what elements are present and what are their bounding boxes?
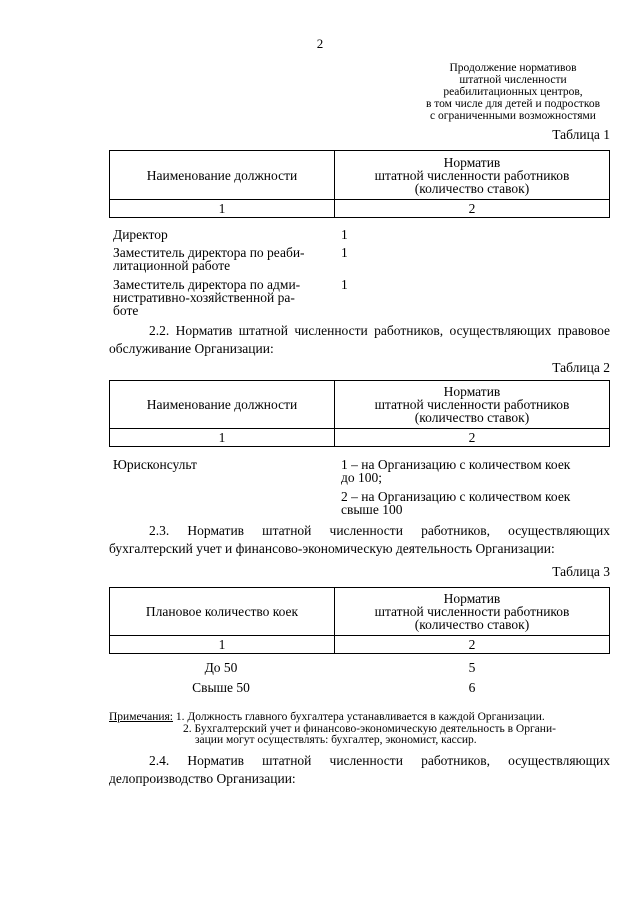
header-line: штатной численности работников: [374, 167, 570, 183]
table2-row-jurisconsult: Юрисконсульт: [113, 457, 197, 472]
header-line: штатной численности работников: [374, 604, 570, 619]
paragraph-2-2: 2.2. Норматив штатной численности работников, осуществляющих правовое обслуживание Организации:: [109, 323, 610, 356]
table3-header: [109, 587, 610, 654]
note-2: 2. Бухгалтерский учет и финансово-экономическую деятельность в Органи-: [183, 722, 556, 735]
note-1: [109, 712, 610, 724]
row-name-line: литационной работе: [113, 258, 231, 273]
table1-row-deputy-admin: [113, 278, 300, 317]
paragraph-2-3: 2.3. Норматив штатной численности работников, осуществляющих бухгалтерский учет и финансово-экономическую деятельность Организации:: [109, 523, 610, 556]
table3-value: 6: [468, 680, 476, 695]
table1-row-deputy-rehab: [113, 246, 305, 272]
header-line: Норматив: [443, 154, 501, 170]
row-name-line: нистративно-хозяйственной ра-: [113, 290, 295, 305]
header-line: (количество ставок): [414, 180, 530, 196]
row-name-line: Заместитель директора по реаби-: [113, 245, 305, 260]
row-name-line: боте: [113, 303, 139, 318]
header-line: штатной численности: [459, 74, 567, 86]
continuation-header: [400, 62, 626, 122]
notes: [109, 712, 610, 747]
row-name-line: Заместитель директора по адми-: [113, 277, 301, 292]
header-line: Норматив: [443, 384, 501, 399]
table3-row-upto50: До 50: [204, 660, 238, 675]
header-line: (количество ставок): [414, 617, 530, 632]
table3-value: 5: [468, 660, 476, 675]
table1-num2: 2: [335, 200, 610, 218]
table2-num1: 1: [110, 429, 335, 447]
table1-col2-header: [335, 151, 610, 200]
notes-label: Примечания:: [109, 711, 173, 723]
table2-num2: 2: [335, 429, 610, 447]
header-line: в том числе для детей и подростков: [425, 98, 601, 110]
table1-col1-header: Наименование должности: [110, 151, 335, 200]
header-line: штатной численности работников: [374, 397, 570, 412]
page-number: 2: [316, 36, 324, 51]
table1-value: 1: [341, 245, 348, 260]
table2-value-2: [341, 490, 610, 516]
table3-num2: 2: [335, 636, 610, 654]
header-line: Продолжение нормативов: [449, 62, 577, 74]
table3-col1-header: Плановое количество коек: [110, 588, 335, 636]
table3-num1: 1: [110, 636, 335, 654]
value-line: до 100;: [341, 470, 382, 485]
table2-col2-header: [335, 381, 610, 429]
table3-row-over50: Свыше 50: [192, 680, 250, 695]
table2-col1-header: Наименование должности: [110, 381, 335, 429]
paragraph-2-4: 2.4. Норматив штатной численности работников, осуществляющих делопроизводство Организации:: [109, 753, 610, 786]
table2-label: Таблица 2: [552, 360, 610, 375]
table2-header: [109, 380, 610, 447]
table1-value: 1: [341, 277, 348, 292]
table2-value-1: [341, 458, 610, 484]
note-1-text: 1. Должность главного бухгалтера устанавливается в каждой Организации.: [175, 711, 545, 723]
table3-col2-header: [335, 588, 610, 636]
note-2-cont: зации могут осуществлять: бухгалтер, экономист, кассир.: [195, 734, 477, 746]
value-line: свыше 100: [341, 502, 403, 517]
table1-header: [109, 150, 610, 218]
header-line: реабилитационных центров,: [443, 86, 583, 98]
header-line: Норматив: [443, 591, 501, 606]
header-line: (количество ставок): [414, 410, 530, 425]
value-line: 1 – на Организацию с количеством коек: [341, 457, 571, 472]
table1-row-director: Директор: [113, 227, 168, 242]
header-line: с ограниченными возможностями: [430, 110, 596, 122]
table1-value: 1: [341, 227, 348, 242]
table1-label: Таблица 1: [552, 127, 610, 142]
table3-label: Таблица 3: [552, 564, 610, 579]
table1-num1: 1: [110, 200, 335, 218]
value-line: 2 – на Организацию с количеством коек: [341, 489, 571, 504]
